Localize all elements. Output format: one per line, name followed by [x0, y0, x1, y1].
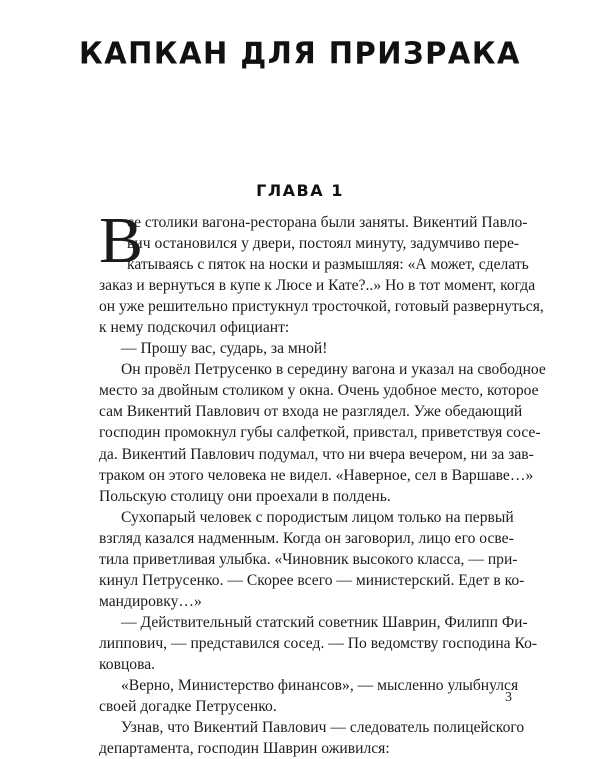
- chapter-heading: ГЛАВА 1: [256, 181, 344, 200]
- text-line: катываясь с пяток на носки и размышляя: «А может, сделать: [127, 256, 529, 274]
- drop-cap: В: [99, 204, 144, 277]
- text-line: вич остановился у двери, постоял минуту, задумчиво пере-: [127, 235, 520, 253]
- text-line: к нему подскочил официант:: [99, 319, 290, 337]
- text-line: взгляд казался надменным. Когда он заговорил, лицо его осве-: [99, 529, 514, 547]
- chapter-text: [99, 212, 546, 759]
- text-line: тила приветливая улыбка. «Чиновник высокого класса, — при-: [99, 550, 518, 568]
- book-title: КАПКАН ДЛЯ ПРИЗРАКА: [78, 35, 522, 71]
- text-line: Польскую столицу они проехали в полдень.: [99, 487, 391, 505]
- text-line: место за двойным столиком у окна. Очень удобное место, которое: [99, 382, 539, 400]
- text-line: департамента, господин Шаврин оживился:: [99, 740, 390, 758]
- text-line: се столики вагона-ресторана были заняты. Викентий Павло-: [127, 214, 528, 231]
- text-line: сам Викентий Павлович от входа не разглядел. Уже обедающий: [99, 403, 523, 421]
- text-line: Он провёл Петрусенко в середину вагона и указал на свободное: [121, 361, 546, 379]
- text-line: господин промокнул губы салфеткой, привстал, приветствуя сосе-: [99, 424, 541, 442]
- text-line: заказ и вернуться в купе к Люсе и Кате?..» Но в тот момент, когда: [99, 277, 536, 295]
- text-line: он уже решительно пристукнул тросточкой, готовый развернуться,: [99, 298, 544, 316]
- text-line: да. Викентий Павлович подумал, что ни вчера вечером, ни за зав-: [99, 445, 534, 463]
- page-number: 3: [505, 690, 512, 705]
- text-line: — Действительный статский советник Шаврин, Филипп Фи-: [121, 613, 528, 631]
- text-line: ковцова.: [99, 655, 156, 673]
- text-line: «Верно, Министерство финансов», — мысленно улыбнулся: [121, 677, 519, 695]
- text-line: липпович, — представился сосед. — По ведомству господина Ко-: [99, 634, 538, 652]
- text-line: Узнав, что Викентий Павлович — следователь полицейского: [121, 719, 525, 737]
- text-line: мандировку…»: [99, 592, 202, 610]
- text-line: — Прошу вас, сударь, за мной!: [121, 340, 328, 358]
- text-line: траком он этого человека не видел. «Наверное, сел в Варшаве…»: [99, 466, 534, 484]
- text-line: Сухопарый человек с породистым лицом только на первый: [121, 508, 514, 526]
- text-line: кинул Петрусенко. — Скорее всего — министерский. Едет в ко-: [99, 571, 525, 589]
- text-line: своей догадке Петрусенко.: [99, 698, 277, 716]
